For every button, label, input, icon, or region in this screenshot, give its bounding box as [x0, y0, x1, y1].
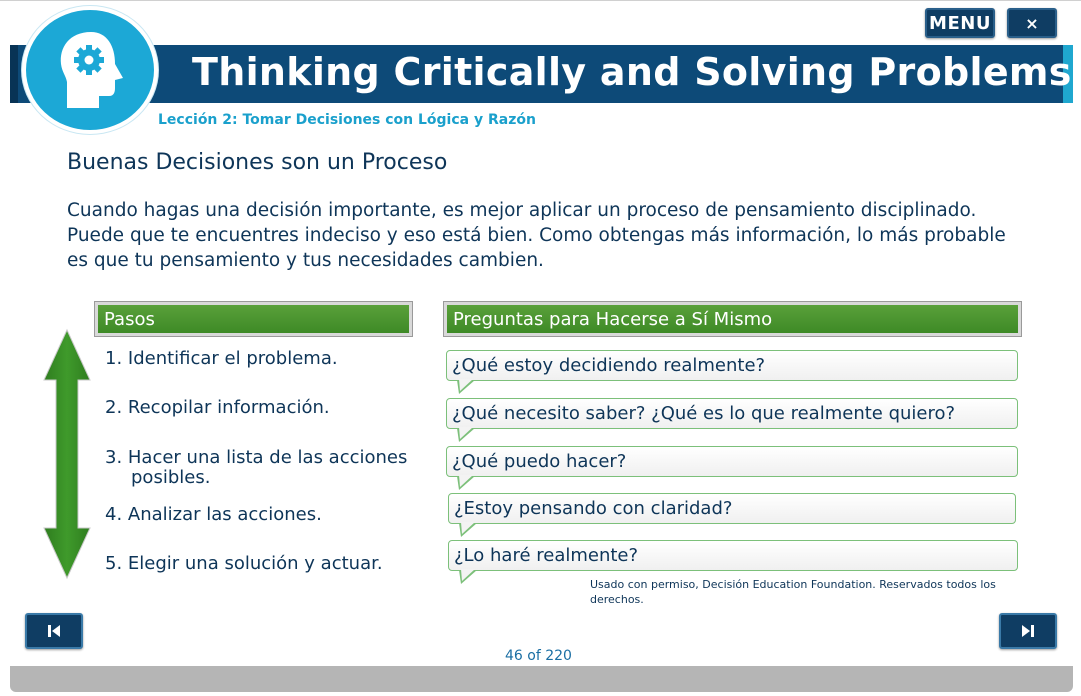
steps-header: Pasos: [95, 302, 412, 336]
question-text: ¿Lo haré realmente?: [454, 545, 639, 566]
top-border: [0, 0, 1081, 1]
step-item: [105, 398, 330, 418]
question-bubble: [446, 446, 1018, 477]
step-text: 1. Identificar el problema.: [105, 348, 338, 369]
head-gear-icon: [51, 28, 129, 112]
step-text: 2. Recopilar información.: [105, 397, 330, 418]
double-arrow-icon: [42, 328, 92, 580]
next-button[interactable]: [999, 613, 1057, 649]
bubble-tail-inner: [461, 522, 475, 534]
footer-bar: [10, 666, 1073, 692]
question-text: ¿Qué estoy decidiendo realmente?: [452, 355, 766, 376]
questions-header: Preguntas para Hacerse a Sí Mismo: [444, 302, 1021, 336]
bubble-tail-inner: [459, 427, 473, 439]
question-bubble: [448, 540, 1018, 571]
step-item: [105, 554, 383, 574]
intro-paragraph: Cuando hagas una decisión importante, es mejor aplicar un proceso de pensamiento disciplinado. Puede que te encuentres indeciso y eso está bien. Como obtengas más información, lo más probable es que tu pensamiento y tus necesidades cambien.: [67, 200, 1006, 271]
question-text: ¿Qué puedo hacer?: [452, 451, 627, 472]
credit-note: Usado con permiso, Decisión Education Foundation. Reservados todos los derechos.: [590, 578, 996, 606]
close-button[interactable]: ×: [1007, 8, 1057, 38]
next-icon: [1020, 623, 1036, 639]
course-logo: [22, 6, 158, 134]
question-bubble: [448, 493, 1016, 524]
question-text: ¿Qué necesito saber? ¿Qué es lo que realmente quiero?: [452, 403, 956, 424]
question-bubble: [446, 350, 1018, 381]
section-title: Buenas Decisiones son un Proceso: [67, 150, 448, 175]
question-bubble: [446, 398, 1018, 429]
page-indicator: 46 of 220: [505, 648, 572, 664]
lesson-subtitle: Lección 2: Tomar Decisiones con Lógica y Razón: [158, 112, 536, 128]
title-bar-left-stripe: [10, 45, 18, 103]
bubble-tail-inner: [459, 475, 473, 487]
course-title: Thinking Critically and Solving Problems: [192, 50, 1072, 94]
step-text: 5. Elegir una solución y actuar.: [105, 553, 383, 574]
question-text: ¿Estoy pensando con claridad?: [454, 498, 733, 519]
skip-back-icon: [46, 623, 62, 639]
step-text-continued: posibles.: [131, 467, 211, 488]
bubble-tail-inner: [461, 569, 475, 581]
step-text: 3. Hacer una lista de las acciones: [105, 447, 408, 468]
step-item: [105, 349, 338, 369]
bubble-tail-inner: [459, 379, 473, 391]
previous-button[interactable]: [25, 613, 83, 649]
step-item: [105, 448, 407, 488]
menu-button[interactable]: MENU: [925, 8, 995, 38]
step-text: 4. Analizar las acciones.: [105, 504, 322, 525]
step-item: [105, 505, 322, 525]
